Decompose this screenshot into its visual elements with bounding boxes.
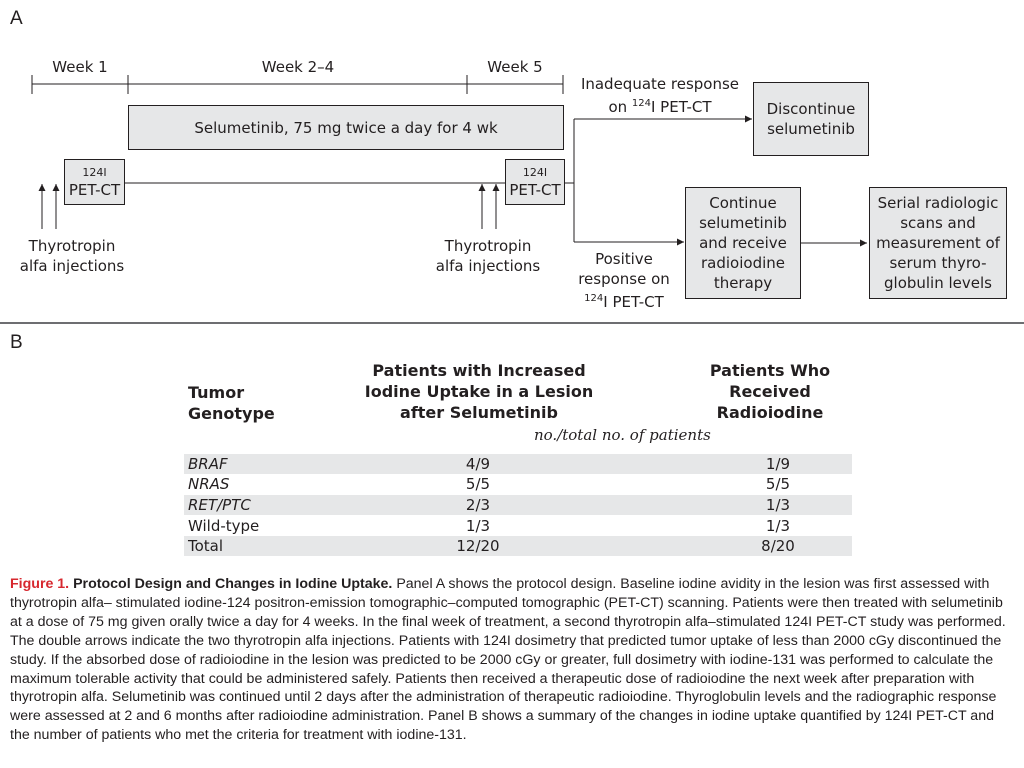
figure-caption — [10, 575, 1015, 745]
col-header-radioiodine: Patients Who Received Radioiodine — [709, 361, 831, 422]
col-header-uptake: Patients with Increased Iodine Uptake in a Lesion after Selumetinib — [364, 361, 594, 422]
week1-label: Week 1 — [52, 58, 108, 76]
discontinue-box: Discontinue selumetinib — [753, 82, 869, 156]
col-header-genotype: Tumor Genotype — [188, 383, 275, 423]
caption-body: Panel A shows the protocol design. Baseline iodine avidity in the lesion was first assessed with thyrotropin alfa– stimulated iodine-124 positron-emission tomographic–computed tomographic (PET-CT) scanning. Patients were then treated with selumetinib at a dose of 75 mg given orally twice a day for 4 weeks. In the final week of treatment, a second thyrotropin alfa–stimulated 124I PET-CT study was performed. The double arrows indicate the two thyrotropin alfa injections. Patients with 124I dosimetry that predicted tumor uptake of less than 2000 cGy discontinued the study. If the absorbed dose of radioiodine in the lesion was predicted to be 2000 cGy or greater, full dosimetry with iodine-131 was performed to calculate the maximum tolerable activity that could be administered safely. Patients then received a therapeutic dose of radioiodine the next week after preparation with thyrotropin alfa. Selumetinib was continued until 2 days after the administration of therapeutic radioiodine. Thyroglobulin levels and the radiographic response were assessed at 2 and 6 months after radioiodine administration. Panel B shows a summary of the changes in iodine uptake quantified by 124I PET-CT and the number of patients who met the criteria for treatment with iodine-131. — [10, 576, 1006, 744]
selumetinib-box: Selumetinib, 75 mg twice a day for 4 wk — [128, 105, 564, 150]
week2-4-label: Week 2–4 — [261, 58, 335, 76]
table-row: RET/PTC 2/3 1/3 — [184, 495, 852, 515]
pet-ct-label: PET-CT — [509, 181, 561, 199]
pet-ct-box-week5: 124I PET-CT — [505, 159, 565, 205]
figure-label: Figure 1. — [10, 576, 70, 592]
panel-a-label: A — [10, 8, 23, 29]
week5-label: Week 5 — [487, 58, 543, 76]
panel-b-label: B — [10, 332, 23, 353]
figure-title: Protocol Design and Changes in Iodine Uptake. — [73, 576, 393, 592]
serial-scans-box: Serial radiologic scans and measurement of serum thyro- globulin levels — [869, 187, 1007, 299]
pet-ct-label: PET-CT — [68, 181, 121, 199]
pet-isotope: 124 — [82, 166, 104, 179]
table-row: BRAF 4/9 1/9 — [184, 454, 852, 474]
table-row: NRAS 5/5 5/5 — [188, 475, 791, 493]
pet-isotope: 124 — [522, 166, 544, 179]
pet-ct-box-baseline: 124I PET-CT — [64, 159, 125, 205]
positive-response-label: Positive response on $^{124}$I PET-CT — [578, 250, 670, 311]
thyrotropin-label-left: Thyrotropin alfa injections — [19, 237, 125, 275]
units-label: no./total no. of patients — [534, 426, 711, 444]
thyrotropin-label-right: Thyrotropin alfa injections — [435, 237, 541, 275]
table-row: Total 12/20 8/20 — [184, 536, 852, 556]
table-row: Wild-type 1/3 1/3 — [188, 517, 791, 535]
inadequate-response-label: Inadequate response on $^{124}$I PET-CT — [580, 75, 740, 116]
continue-box: Continue selumetinib and receive radioiodine therapy — [685, 187, 801, 299]
